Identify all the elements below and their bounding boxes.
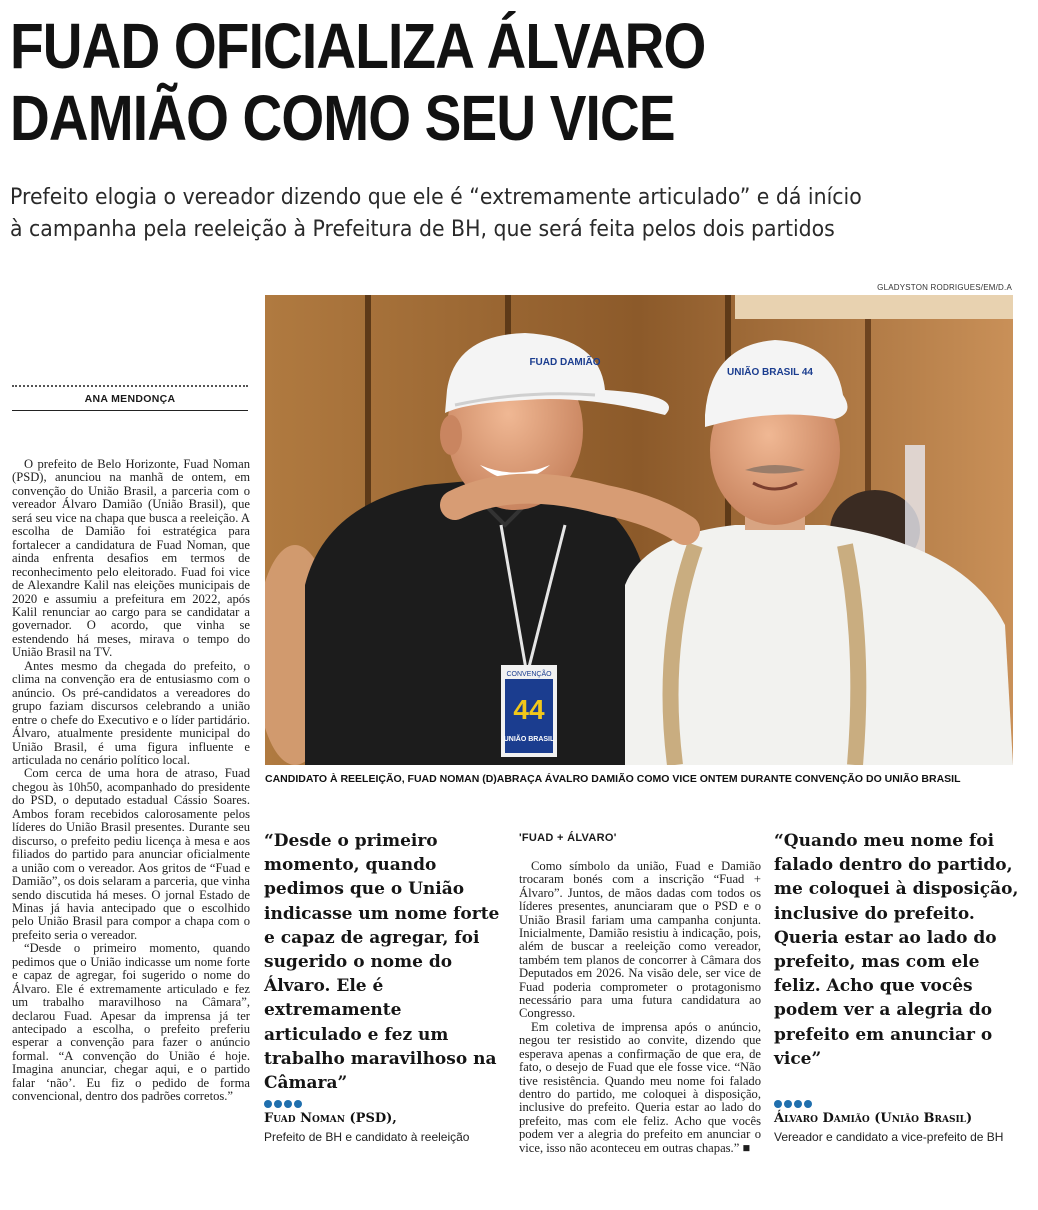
headline — [10, 10, 879, 154]
quote-attribution-role: Vereador e candidato a vice-prefeito de BH — [774, 1130, 1004, 1144]
left-man-torso — [305, 475, 645, 765]
right-cap-logo: UNIÃO BRASIL 44 — [727, 367, 813, 378]
badge-bottom-text: UNIÃO BRASIL — [503, 736, 555, 743]
badge-number: 44 — [513, 694, 545, 725]
ceiling-light — [735, 295, 1013, 319]
headline-line-1: FUAD OFICIALIZA ÁLVARO — [10, 10, 706, 82]
badge-top-text: CONVENÇÃO — [506, 671, 552, 678]
paragraph: Como símbolo da união, Fuad e Damião trocaram bonés com a inscrição “Fuad + Álvaro”. Juntos, de mãos dadas com todos os líderes presentes, anunciaram que o PSD e o União Brasil fariam uma campanha conjunta. Inicialmente, Damião resistiu à indicação, pois, além de buscar a reeleição como vereador, também tem planos de concorrer à Câmara dos Deputados em 2026. Na visão dele, ser vice de Fuad poderia comprometer o protagonismo necessário para uma futura candidatura ao Congresso. — [519, 859, 761, 1021]
byline-rule — [12, 385, 248, 391]
quote-dots-icon — [264, 1100, 302, 1108]
pull-quote-fuad: “Desde o primeiro momento, quando pedimos que o União indicasse um nome forte e capaz de agregar, foi sugerido o nome do Álvaro. Ele é extremamente articulado e fez um trabalho maravilhoso na Câmara” — [264, 831, 500, 1094]
paragraph: “Desde o primeiro momento, quando pedimos que o União indicasse um nome forte e capaz de agregar, foi sugerido o nome do Álvaro. Ele é extremamente articulado e fez um trabalho maravilhoso na Câmara”, declarou Fuad. Apesar da imprensa já ter antecipado a escolha, o prefeito preferiu esperar a convenção para fazer o anúncio formal. “A convenção do União é hoje. Imagina anunciar, chegar aqui, e o partido falar ‘não’. Eu fiz o pedido de forma convencional, dentro dos padrões corretos.” — [12, 941, 250, 1104]
photo-caption: CANDIDATO À REELEIÇÃO, FUAD NOMAN (D)ABRAÇA ÁVALRO DAMIÃO COMO VICE ONTEM DURANTE CONVENÇÃO DO UNIÃO BRASIL — [265, 773, 961, 785]
left-cap-logo: FUAD DAMIÃO — [529, 357, 601, 368]
photo-illustration — [265, 295, 1013, 765]
deck-subtitle — [10, 182, 949, 246]
quote-dots-icon — [774, 1100, 812, 1108]
news-photo — [265, 295, 1013, 765]
deck-line-1: Prefeito elogia o vereador dizendo que ele é “extremamente articulado” e dá início — [10, 185, 862, 210]
paragraph: Antes mesmo da chegada do prefeito, o clima na convenção era de entusiasmo com o anúncio. Os pré-candidatos a vereadores do grupo faziam discursos celebrando a união entre o chefe do Executivo e o líder partidário. Álvaro, atualmente presidente municipal do União Brasil, é uma figura influente e articulada no cenário político local. — [12, 658, 250, 767]
paragraph: Em coletiva de imprensa após o anúncio, negou ter resistido ao convite, dizendo que esperava apenas a confirmação de que era, de fato, o desejo de Fuad que ele fosse vice. “Não tive resistência. Quando meu nome foi falado dentro do partido, me coloquei à disposição, inclusive do prefeito. Queria estar ao lado do prefeito, mas com ele feliz. Acho que vocês podem ver a alegria do prefeito em anunciar o vice, isso não aconteceu em outras chapas.” ■ — [519, 1019, 761, 1155]
background-flag — [905, 445, 925, 555]
pull-quote-alvaro: “Quando meu nome foi falado dentro do partido, me coloquei à disposição, inclusive do prefeito. Queria estar ao lado do prefeito, mas com ele feliz. Acho que vocês podem ver a alegria do prefeito em anunciar o vice” — [774, 831, 1019, 1069]
byline: ANA MENDONÇA — [12, 393, 248, 411]
left-man-ear — [440, 415, 462, 455]
quote-attribution-role: Prefeito de BH e candidato à reeleição — [264, 1130, 470, 1144]
article-body-column — [12, 458, 250, 1104]
convention-badge — [501, 665, 557, 757]
quote-attribution-name: Fuad Noman (PSD), — [264, 1111, 397, 1126]
photo-credit: GLADYSTON RODRIGUES/EM/D.A — [877, 283, 1012, 292]
article-body-column-2 — [519, 860, 761, 1155]
deck-line-2: à campanha pela reeleição à Prefeitura de BH, que será feita pelos dois partidos — [10, 217, 835, 242]
paragraph: O prefeito de Belo Horizonte, Fuad Noman (PSD), anunciou na manhã de ontem, em convenção do União Brasil, a parceria com o vereador Álvaro Damião (União Brasil), que será seu vice na chapa que busca a reeleição. A escolha de Damião foi estratégica para fortalecer a candidatura de Fuad Noman, que ainda enfrenta desafios em termos de reconhecimento pelo eleitorado. Fuad foi vice de Alexandre Kalil nas eleições municipais de 2020 e assumiu a prefeitura em 2022, após Kalil renunciar ao cargo para se candidatar a governador. O acordo, que vinha se estendendo há meses, mirava o tempo do União Brasil na TV. — [12, 457, 250, 660]
quote-attribution-name: Álvaro Damião (União Brasil) — [774, 1111, 973, 1126]
headline-line-2: DAMIÃO COMO SEU VICE — [10, 82, 675, 154]
paragraph: Com cerca de uma hora de atraso, Fuad chegou às 10h50, acompanhado do presidente do PSD, o deputado estadual Cássio Soares. Ambos foram recebidos calorosamente pelos líderes do União Brasil presentes. Durante seu discurso, o prefeito pediu licença à mesa e aos filiados do partido para anunciar oficialmente a união com o vereador. Aos gritos de “Fuad e Damião”, os dois selaram a parceria, que vinha sendo discutida há meses. O jornal Estado de Minas já havia antecipado que o escolhido pelo União Brasil para compor a chapa com o prefeito seria o vereador. — [12, 766, 250, 942]
section-subhead: 'FUAD + ÁLVARO' — [519, 832, 617, 844]
